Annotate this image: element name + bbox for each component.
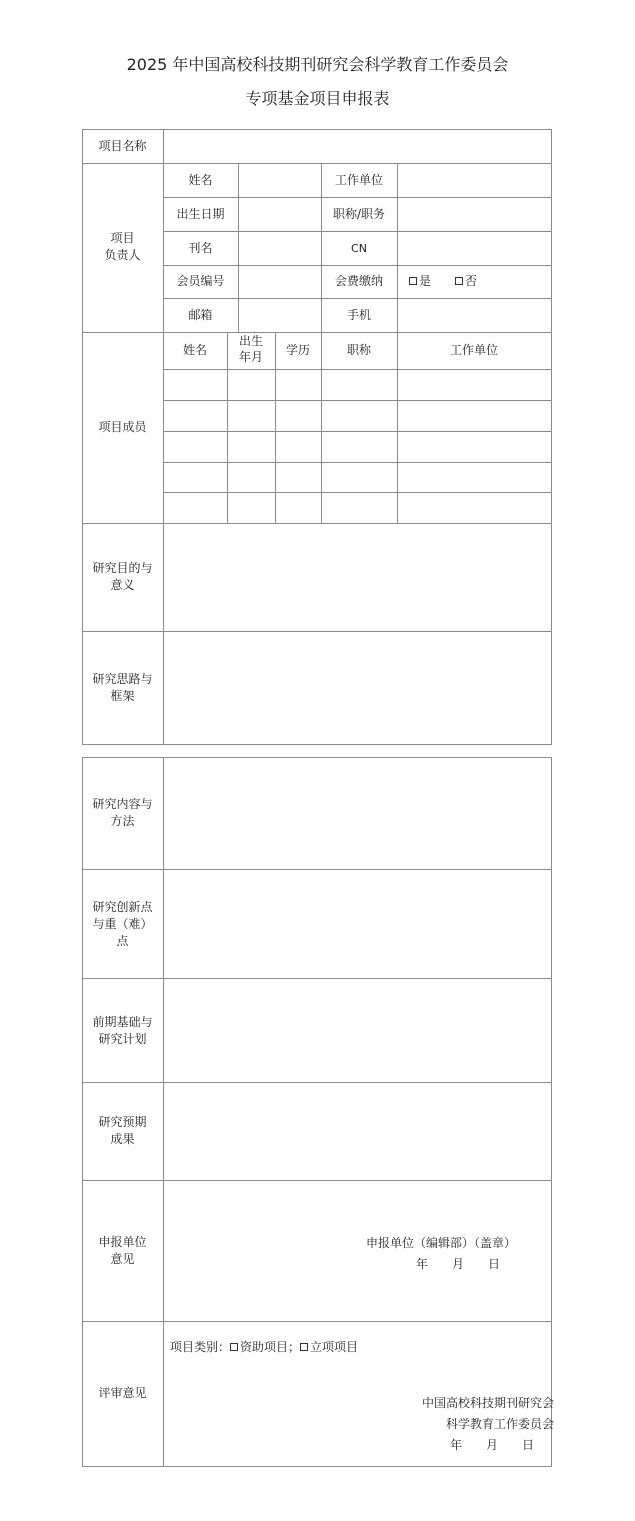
outcomes-field[interactable] — [164, 1083, 551, 1180]
approach-label: 研究思路与 框架 — [92, 672, 153, 703]
leader-name-label: 姓名 — [188, 173, 213, 187]
leader-work-unit-label: 工作单位 — [334, 173, 383, 187]
review-org-line2: 科学教育工作委员会 — [446, 1417, 555, 1431]
leader-cn-field[interactable] — [398, 232, 551, 265]
leader-cn-label: CN — [351, 242, 367, 255]
leader-phone-field[interactable] — [398, 299, 551, 332]
leader-label: 项目 负责人 — [104, 231, 141, 262]
members-col-name: 姓名 — [182, 343, 207, 357]
unit-opinion-label: 申报单位 意见 — [98, 1235, 147, 1266]
fee-yes-option[interactable]: 是 — [409, 273, 431, 290]
checkbox-icon — [409, 277, 417, 285]
review-date-text: 年 月 日 — [450, 1438, 535, 1452]
leader-email-label: 邮箱 — [188, 308, 213, 322]
project-name-field[interactable] — [164, 130, 551, 163]
option-funded[interactable]: 资助项目； — [230, 1340, 300, 1354]
foundation-label: 前期基础与 研究计划 — [92, 1015, 153, 1046]
approach-field[interactable] — [164, 632, 551, 744]
leader-birth-date-field[interactable] — [239, 198, 321, 231]
review-org-line1: 中国高校科技期刊研究会 — [422, 1396, 555, 1410]
option-approved[interactable]: 立项项目 — [300, 1340, 358, 1354]
content-label: 研究内容与 方法 — [92, 797, 153, 828]
unit-date-text: 年 月 日 — [416, 1257, 501, 1271]
innovation-label: 研究创新点 与重（难） 点 — [92, 900, 153, 948]
leader-member-no-field[interactable] — [239, 266, 321, 298]
leader-work-unit-field[interactable] — [398, 164, 551, 197]
fee-no-option[interactable]: 否 — [455, 273, 477, 290]
leader-fee-paid-label: 会费缴纳 — [334, 274, 383, 288]
checkbox-icon — [300, 1343, 308, 1351]
foundation-field[interactable] — [164, 979, 551, 1082]
project-category: 项目类别： 资助项目； 立项项目 — [170, 1340, 359, 1354]
purpose-label: 研究目的与 意义 — [92, 561, 153, 592]
leader-email-field[interactable] — [239, 299, 321, 332]
checkbox-icon — [455, 277, 463, 285]
members-col-title: 职称 — [346, 343, 371, 357]
members-col-birth: 出生 年月 — [238, 334, 263, 364]
outcomes-label: 研究预期 成果 — [98, 1115, 147, 1146]
leader-journal-field[interactable] — [239, 232, 321, 265]
leader-member-no-label: 会员编号 — [176, 274, 225, 288]
project-name-label: 项目名称 — [98, 139, 147, 153]
leader-journal-label: 刊名 — [188, 241, 213, 255]
members-label: 项目成员 — [98, 420, 147, 434]
innovation-field[interactable] — [164, 870, 551, 978]
leader-birth-date-label: 出生日期 — [176, 207, 225, 221]
leader-title-label: 职称/职务 — [332, 207, 386, 221]
unit-sign-text: 申报单位（编辑部）（盖章） — [366, 1236, 517, 1250]
members-col-education: 学历 — [285, 343, 310, 357]
leader-name-field[interactable] — [239, 164, 321, 197]
purpose-field[interactable] — [164, 524, 551, 631]
checkbox-icon — [230, 1343, 238, 1351]
members-col-work-unit: 工作单位 — [449, 343, 498, 357]
leader-title-field[interactable] — [398, 198, 551, 231]
form-title: 2025 年中国高校科技期刊研究会科学教育工作委员会 — [126, 55, 509, 74]
review-label: 评审意见 — [98, 1386, 147, 1400]
leader-phone-label: 手机 — [346, 308, 371, 322]
content-field[interactable] — [164, 758, 551, 869]
form-subtitle: 专项基金项目申报表 — [245, 89, 390, 108]
